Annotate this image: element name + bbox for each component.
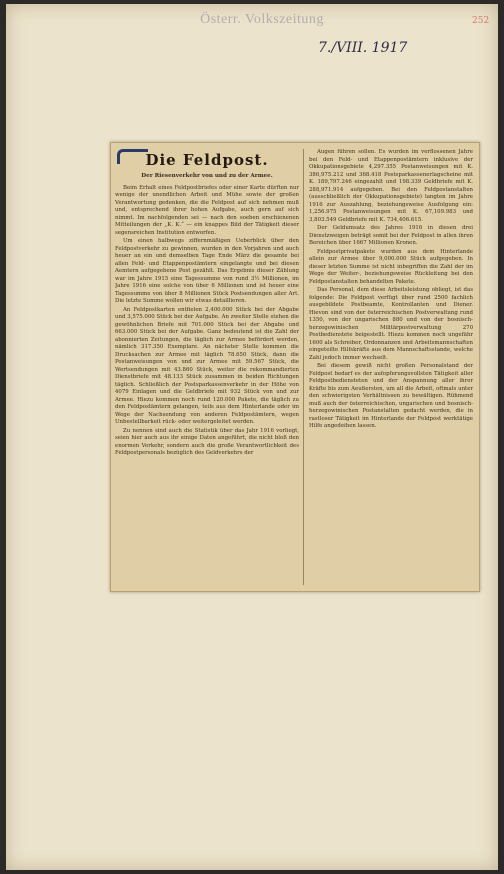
- paragraph: Zu nennen sind auch die Statistik über das Jahr 1916 vorliegt, seien hier auch aus ihr einige Daten angeführt, die nicht bloß den enormen Verkehr, sondern auch die große Verantwortlichkeit des Feldpostpersonals bezüglich des Geldverkehrs der: [115, 427, 299, 456]
- paragraph: Um einen halbwegs ziffernmäßigen Ueberblick über den Feldpostverkehr zu gewinnen, wurden in den Vorjahren und auch heuer an ein und demselben Tage Ende März die gesamte bei allen Feld- und Etappenpostämtern eingelangte und bei diesen Aemtern aufgegebene Post gezählt. Das Ergebnis dieser Zählung war im Jahre 1915 eine Tagessumme von rund 3½ Millionen, im Jahre 1916 eine solche von über 6 Millionen und ist heuer eine Tagessumme von über 8 Millionen Stück Postsendungen aller Art. Die letzte Summe wollen wir etwas detaillieren.: [115, 238, 299, 304]
- archive-number: 252: [472, 16, 490, 26]
- article-title: Die Feldpost.: [145, 151, 269, 169]
- article-right-column: [309, 149, 473, 583]
- article-left-column: [115, 149, 299, 583]
- article-subtitle: Der Riesenverkehr von und zu der Armee.: [141, 173, 273, 179]
- newspaper-clipping: [110, 142, 480, 592]
- paragraph: Das Personal, dem diese Arbeitsleistung obliegt, ist das folgende: Die Feldpost verfügt über rund 2500 fachlich ausgebildete Postbeamte, Kontrollanten und Diener. Hievon sind von der österreichischen Postverwaltung rund 1350, von der ungarischen 880 und von der bosnisch-herzegowinischen Militärpostverwaltung 270 Postbedienstete beigestellt. Hiezu kommen noch ungefähr 1600 als Schreiber, Ordonnanzen und Arbeitsmannschaften eingeteilte Hilfskräfte aus dem Mannschaftsstande, welche Zahl jedoch immer wechselt.: [309, 287, 473, 361]
- paragraph: Bei diesem gewiß nicht großen Personalstand der Feldpost bedarf es der aufopferungsvollsten Tätigkeit aller Feldpostbediensteten und der Anspannung aller ihrer Kräfte bis zum Aeußersten, um all die Arbeit, oftmals unter den schwierigsten Verhältnissen zu bewältigen. Rühmend muß auch der österreichischen, ungarischen und bosnisch-herzegowinischen Postanstalten gedacht werden, die in rastloser Tätigkeit im Hinterlande der Feldpost werktätige Hilfe angedeihen lassen.: [309, 363, 473, 429]
- paragraph: Beim Erhalt eines Feldpostbriefes oder einer Karte dürften nur wenige der unendlichen Arbeit und Mühe sowie der großen Verantwortung gedenken, die die Feldpost auf sich nehmen muß und, entsprechend ihrer hohen Aufgabe, auch gern auf sich nimmt. Im nachfolgenden sei — nach den soeben erschienenen Mitteilungen der „K. K.“ — ein knappes Bild der Tätigkeit dieser segensreichen Institution entworfen.: [115, 184, 299, 236]
- paragraph: An Feldpostkarten entfielen 2,400.000 Stück bei der Abgabe und 3,575.000 Stück bei der Aufgabe. An zweiter Stelle stehen die gewöhnlichen Briefe mit 701.000 Stück bei der Abgabe und 663.000 Stück bei der Aufgabe. Ganz bedeutend ist die Zahl der abonnierten Zeitungen, die täglich zur Armee befördert werden, nämlich 317.350 Exemplare. An nächster Stelle kommen die Drucksachen zur Armee mit täglich 78.650 Stück, dann die Postanweisungen von und zur Armee mit 59.567 Stück, die Wertsendungen mit 43.860 Stück, weiter die rekommandierten Dienstbriefe mit 48.133 Stück zusammen in beiden Richtungen täglich. Schließlich der Postsparkassenverkehr in der Höhe von 4079 Einlagen und die Geldbriefe mit 932 Stück von und zur Armee. Hiezu kommen noch rund 120.000 Pakete, die täglich zu den Feldpostämtern gelangen, teils aus dem Hinterlande oder im Wege der Nachsendung von anderen Feldpostämtern, wegen Unbestellbarkeit rück- oder weitergeleitet werden.: [115, 306, 299, 425]
- paragraph: Augen führen sollen. Es wurden im verflossenen Jahre bei den Feld- und Etappenpostämtern inklusive der Okkupationsgebiete 4,297.355 Postanweisungen mit K. 386,975.212 und 368.418 Postsparkassenerlagscheine mit K. 189,797.246 eingezahlt und 198.339 Geldbriefe mit K. 288,971.914 aufgegeben. Bei den Feldpostanstalten (ausschließlich der Okkupationsgebiete) langten im Jahre 1916 zur Auszahlung, beziehungsweise Ausfolgung ein: 1,256.975 Postanweisungen mit K. 67,109.983 und 3,803.549 Geldbriefe mit K. 734,406.615.: [309, 149, 473, 223]
- column-divider: [303, 149, 304, 585]
- newspaper-stamp: Österr. Volkszeitung: [200, 12, 324, 27]
- archive-sheet: [6, 4, 498, 870]
- paragraph: Feldpostprivatpakete wurden aus dem Hinterlande allein zur Armee über 9,000.000 Stück aufgegeben. In dieser letzten Summe ist nicht inbegriffen die Zahl der im Wege der Weiter-, beziehungsweise Rückleitung bei den Feldpostanstalten behandelten Pakete.: [309, 248, 473, 285]
- paragraph: Der Geldumsatz des Jahres 1916 in diesen drei Dienstzweigen beträgt somit bei der Feldpost in allen ihren Bereichen über 1667 Millionen Kronen.: [309, 225, 473, 246]
- handwritten-date: 7./VIII. 1917: [318, 40, 408, 56]
